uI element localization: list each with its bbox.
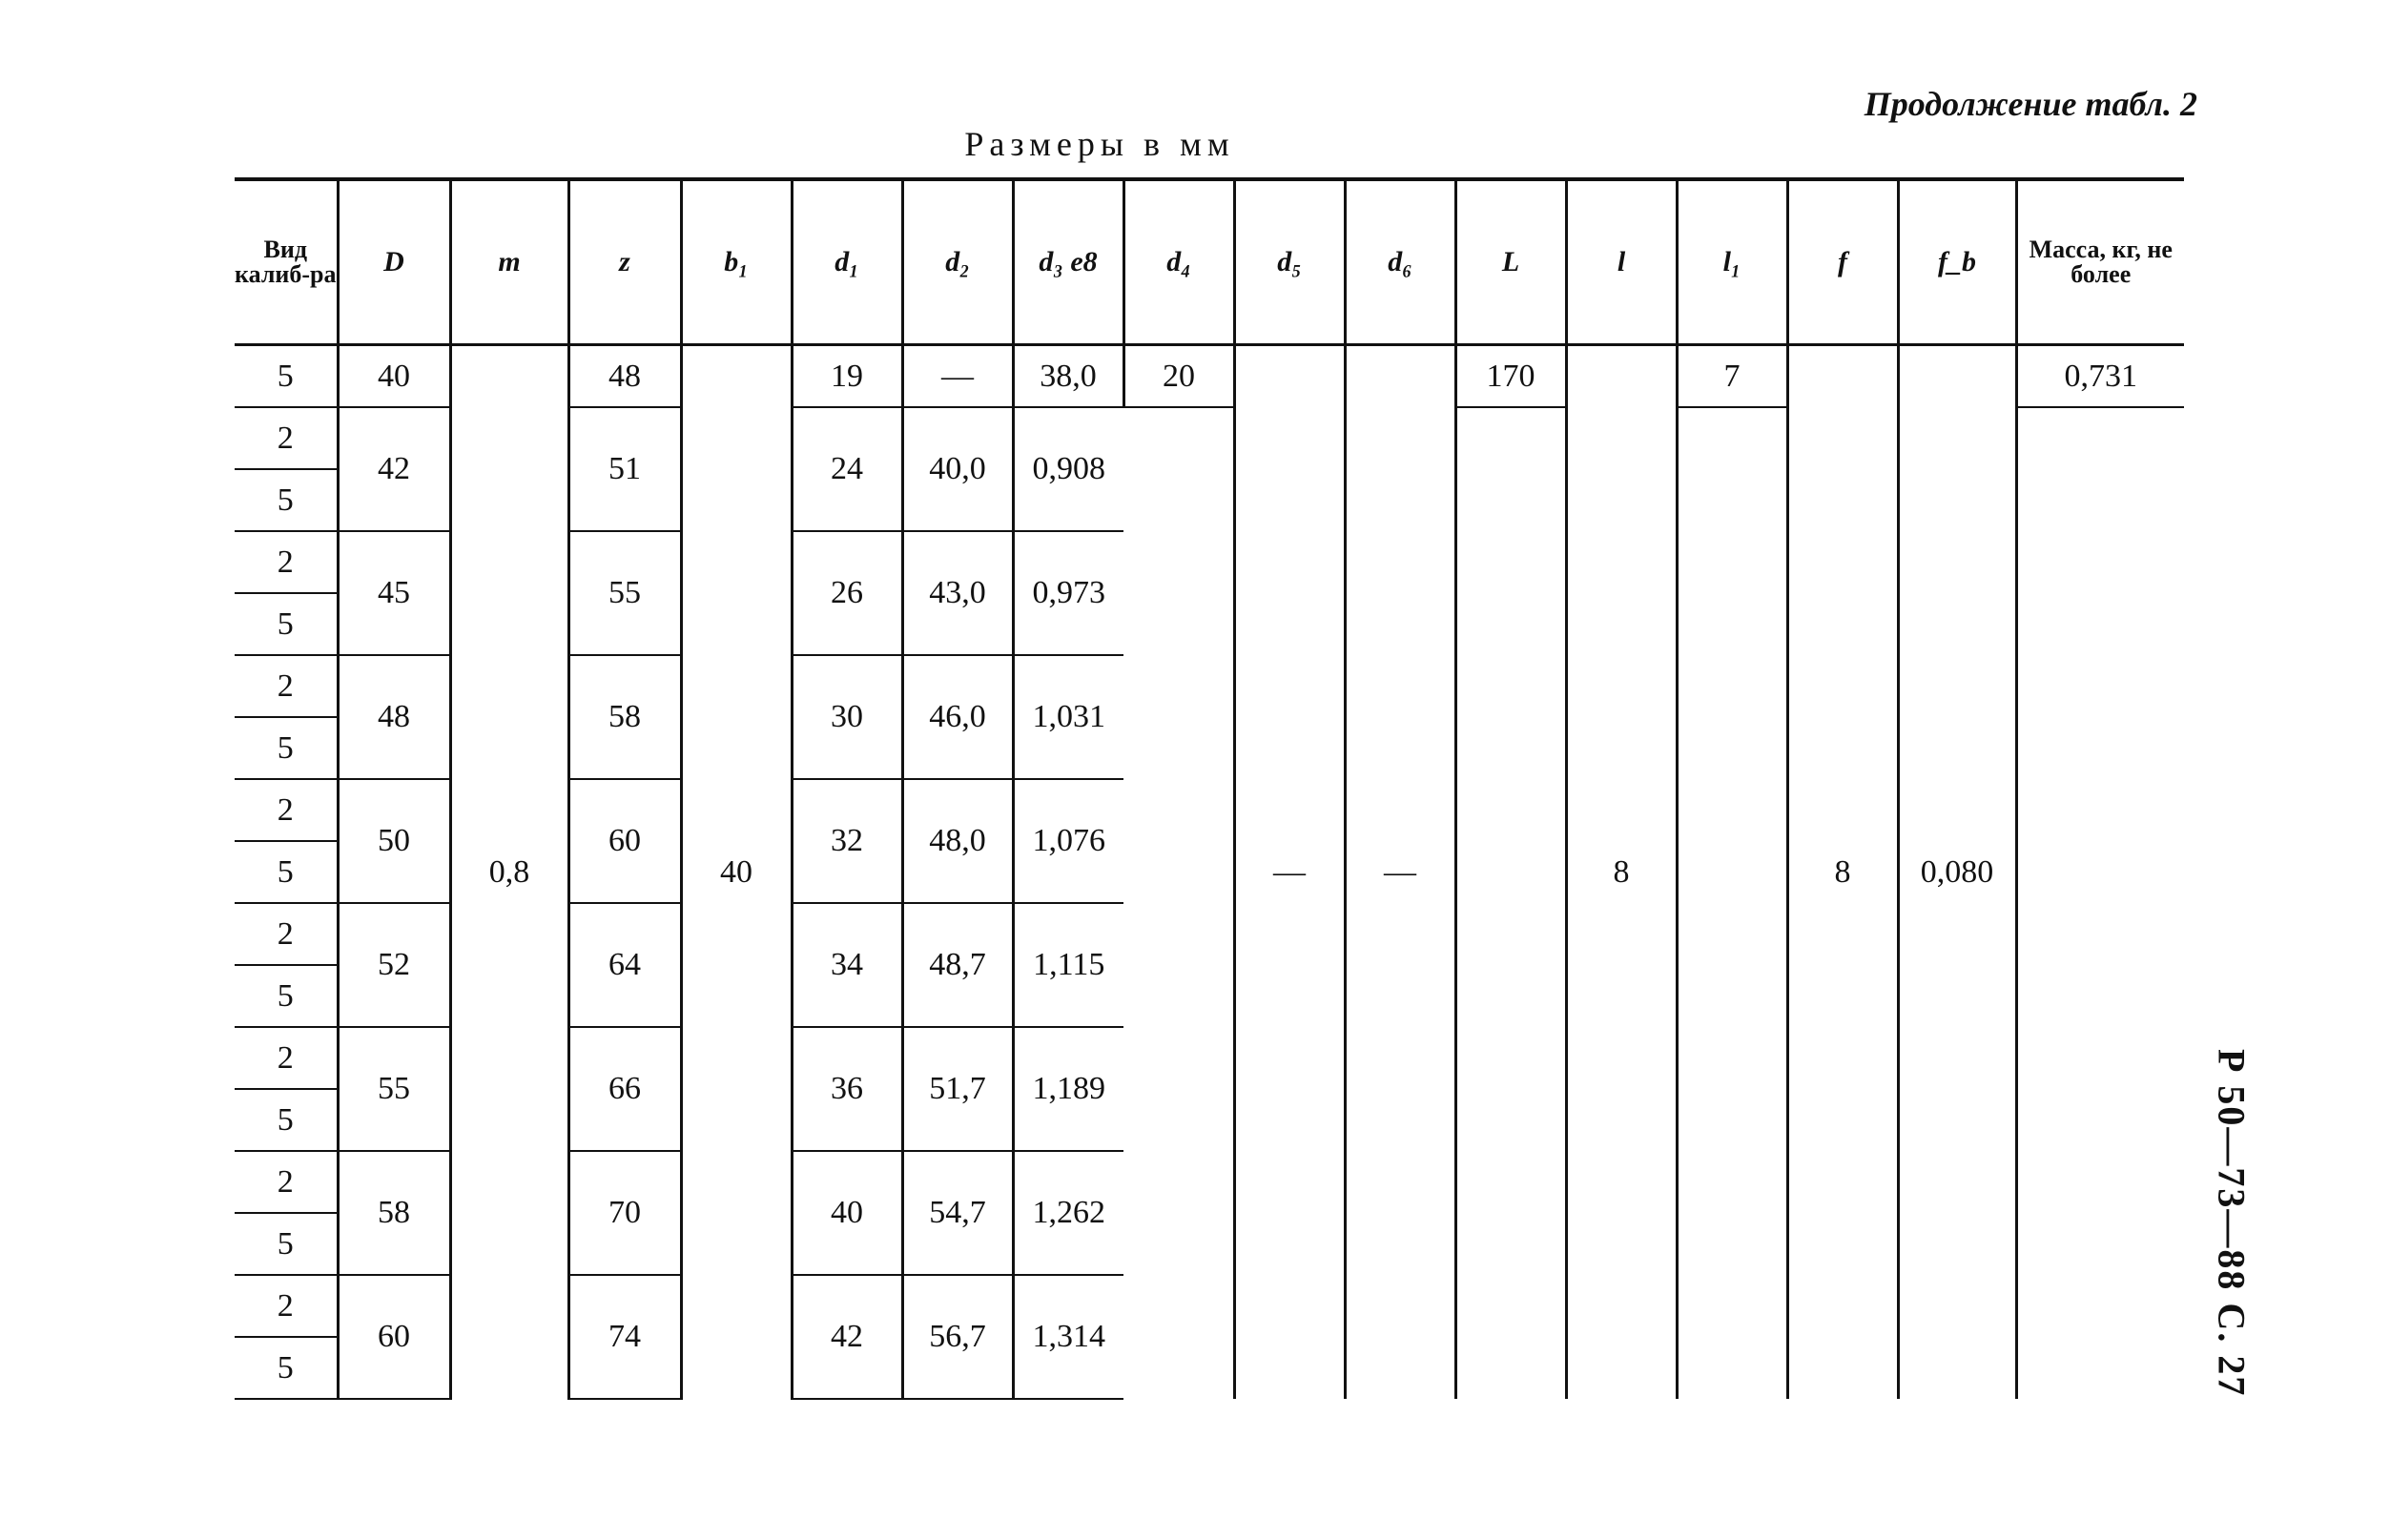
- cell-mass: 1,115: [1013, 903, 1123, 1027]
- page-side-label: Р 50—73—88 С. 27: [2210, 1049, 2254, 1398]
- header-D: D: [338, 179, 450, 345]
- cell-l: 8: [1566, 345, 1677, 1400]
- cell-mass: 0,908: [1013, 407, 1123, 531]
- cell-kind-top: 2: [235, 903, 338, 965]
- cell-d3: 38,0: [1013, 345, 1123, 408]
- cell-D: 42: [338, 407, 450, 531]
- cell-d3: 51,7: [902, 1027, 1013, 1151]
- cell-kind-bottom: 5: [235, 1337, 338, 1399]
- cell-m: 0,8: [450, 345, 568, 1400]
- cell-kind-top: 2: [235, 1275, 338, 1337]
- units-caption: Размеры в мм: [964, 125, 1235, 163]
- cell-b1: 40: [681, 345, 792, 1400]
- cell-z: 60: [568, 779, 681, 903]
- table-header-row: [235, 179, 2184, 345]
- header-kind: Вид калиб-ра: [235, 179, 338, 345]
- table-continuation-caption: Продолжение табл. 2: [1864, 85, 2197, 123]
- cell-kind-bottom: 5: [235, 1089, 338, 1151]
- cell-z: 51: [568, 407, 681, 531]
- header-d6: d₆: [1345, 179, 1455, 345]
- header-d4: d₄: [1123, 179, 1234, 345]
- cell-kind-top: 2: [235, 531, 338, 593]
- header-fb: f_b: [1898, 179, 2016, 345]
- cell-z: 70: [568, 1151, 681, 1275]
- cell-D: 45: [338, 531, 450, 655]
- cell-z: 48: [568, 345, 681, 408]
- cell-kind-bottom: 5: [235, 717, 338, 779]
- header-d5: d₅: [1234, 179, 1345, 345]
- header-f: f: [1787, 179, 1898, 345]
- cell-d5: —: [1234, 345, 1345, 1400]
- cell-fb: 0,080: [1898, 345, 2016, 1400]
- cell-kind-bottom: 5: [235, 469, 338, 531]
- dimensions-table: [235, 177, 2184, 1400]
- cell-kind-bottom: 5: [235, 593, 338, 655]
- cell-D: 58: [338, 1151, 450, 1275]
- cell-z: 58: [568, 655, 681, 779]
- cell-kind-top: 2: [235, 779, 338, 841]
- cell-kind: 5: [235, 345, 338, 408]
- cell-mass: 0,973: [1013, 531, 1123, 655]
- cell-kind-bottom: 5: [235, 1213, 338, 1275]
- header-b1: b₁: [681, 179, 792, 345]
- cell-D: 40: [338, 345, 450, 408]
- cell-kind-top: 2: [235, 1151, 338, 1213]
- header-m: m: [450, 179, 568, 345]
- cell-d3: 43,0: [902, 531, 1013, 655]
- header-l: l: [1566, 179, 1677, 345]
- cell-D: 55: [338, 1027, 450, 1151]
- header-d1: d₁: [792, 179, 902, 345]
- header-d3: d₃ e8: [1013, 179, 1123, 345]
- cell-D: 60: [338, 1275, 450, 1399]
- cell-d3: 40,0: [902, 407, 1013, 531]
- cell-z: 66: [568, 1027, 681, 1151]
- header-l1: l₁: [1677, 179, 1787, 345]
- cell-d2: 40: [792, 1151, 902, 1275]
- cell-L: 170: [1455, 345, 1566, 408]
- cell-mass: 1,314: [1013, 1275, 1123, 1399]
- cell-mass: 1,031: [1013, 655, 1123, 779]
- cell-D: 48: [338, 655, 450, 779]
- cell-d2: 36: [792, 1027, 902, 1151]
- cell-D: 50: [338, 779, 450, 903]
- cell-d3: 48,0: [902, 779, 1013, 903]
- cell-kind-top: 2: [235, 1027, 338, 1089]
- cell-kind-bottom: 5: [235, 841, 338, 903]
- cell-mass: 1,262: [1013, 1151, 1123, 1275]
- header-mass: Масса, кг, не более: [2016, 179, 2184, 345]
- cell-z: 55: [568, 531, 681, 655]
- cell-f: 8: [1787, 345, 1898, 1400]
- cell-kind-top: 2: [235, 655, 338, 717]
- cell-mass: 1,189: [1013, 1027, 1123, 1151]
- cell-d2: 34: [792, 903, 902, 1027]
- cell-kind-top: 2: [235, 407, 338, 469]
- cell-d3: 56,7: [902, 1275, 1013, 1399]
- cell-d3: 46,0: [902, 655, 1013, 779]
- cell-l1: 7: [1677, 345, 1787, 408]
- header-d2: d₂: [902, 179, 1013, 345]
- cell-z: 64: [568, 903, 681, 1027]
- header-L: L: [1455, 179, 1566, 345]
- cell-z: 74: [568, 1275, 681, 1399]
- cell-mass: 0,731: [2016, 345, 2184, 408]
- cell-d2: 32: [792, 779, 902, 903]
- cell-d3: 48,7: [902, 903, 1013, 1027]
- cell-d2: 24: [792, 407, 902, 531]
- cell-d2: 42: [792, 1275, 902, 1399]
- table-row: [235, 345, 2184, 408]
- cell-D: 52: [338, 903, 450, 1027]
- cell-d1: 19: [792, 345, 902, 408]
- cell-d2: —: [902, 345, 1013, 408]
- header-z: z: [568, 179, 681, 345]
- cell-mass: 1,076: [1013, 779, 1123, 903]
- cell-d3: 54,7: [902, 1151, 1013, 1275]
- cell-d4: 20: [1123, 345, 1234, 408]
- cell-kind-bottom: 5: [235, 965, 338, 1027]
- cell-d2: 30: [792, 655, 902, 779]
- cell-d2: 26: [792, 531, 902, 655]
- cell-d6: —: [1345, 345, 1455, 1400]
